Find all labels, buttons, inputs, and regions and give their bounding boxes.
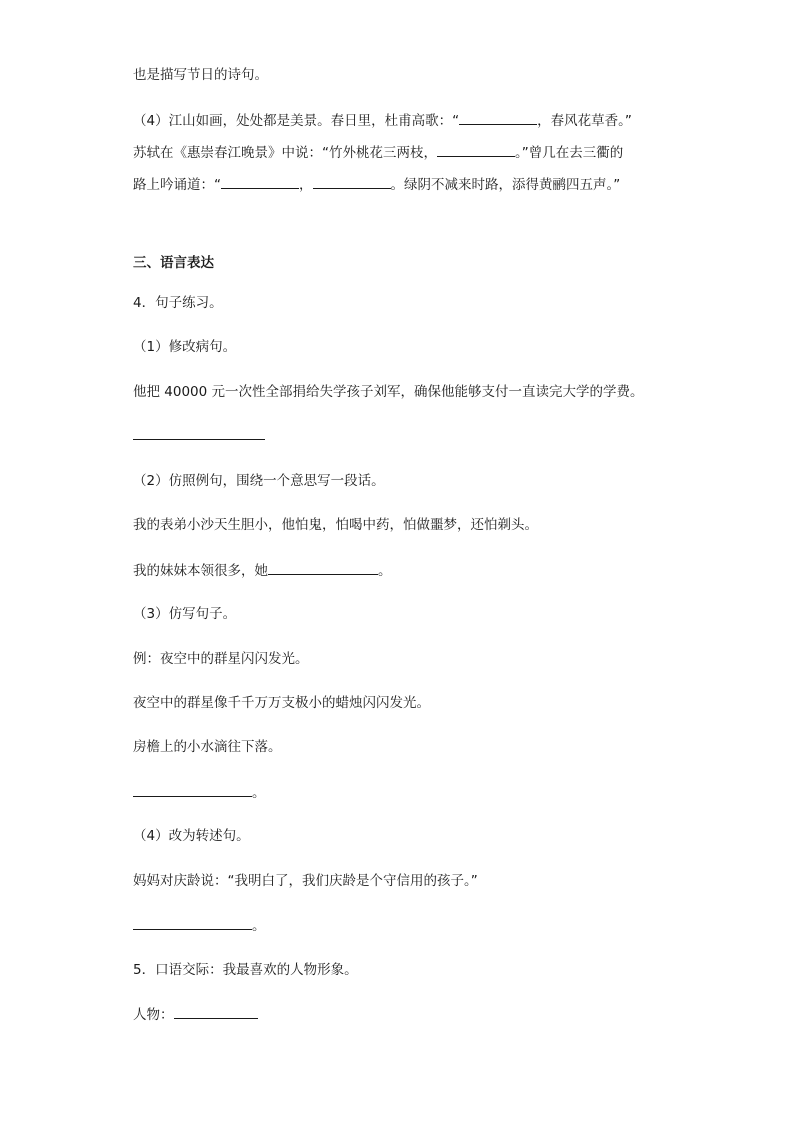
text: 。 — [252, 785, 266, 801]
q4-3-example-result: 夜空中的群星像千千万万支极小的蜡烛闪闪发光。 — [133, 695, 430, 711]
section-title: 三、语言表达 — [133, 255, 214, 271]
text: ， — [299, 177, 313, 193]
text: ，春风花草香。” — [537, 113, 632, 129]
q3-4-line-2 — [133, 143, 623, 162]
answer-blank[interactable] — [174, 1005, 258, 1019]
q5-person-line — [133, 1005, 258, 1024]
answer-blank[interactable] — [133, 426, 265, 440]
text: 也是描写节日的诗句。 — [133, 67, 268, 83]
q4-3-example-label: 例：夜空中的群星闪闪发光。 — [133, 651, 309, 667]
text: 人物： — [133, 1007, 174, 1023]
text: 我的妹妹本领很多，她 — [133, 563, 268, 579]
q4-2-prompt — [133, 561, 392, 580]
question-4-title: 4．句子练习。 — [133, 295, 223, 311]
text: 。”曾几在去三衢的 — [515, 145, 624, 161]
q3-4-line-1 — [133, 111, 632, 130]
q4-4-sentence: 妈妈对庆龄说：“我明白了，我们庆龄是个守信用的孩子。” — [133, 873, 478, 889]
q4-2-example: 我的表弟小沙天生胆小，他怕鬼，怕喝中药，怕做噩梦，还怕剃头。 — [133, 517, 538, 533]
q4-3-instruction: （3）仿写句子。 — [133, 606, 237, 622]
text: 。绿阴不减来时路，添得黄鹂四五声。” — [390, 177, 621, 193]
answer-blank[interactable] — [268, 561, 378, 575]
answer-blank[interactable] — [221, 175, 299, 189]
answer-blank[interactable] — [437, 143, 515, 157]
q4-3-task: 房檐上的小水滴往下落。 — [133, 739, 282, 755]
text: （4）江山如画，处处都是美景。春日里，杜甫高歌：“ — [133, 113, 460, 129]
q4-1-answer-line — [133, 426, 265, 445]
answer-blank[interactable] — [133, 916, 252, 930]
q4-1-sentence: 他把 40000 元一次性全部捐给失学孩子刘军，确保他能够支付一直读完大学的学费。 — [133, 384, 644, 400]
q4-4-instruction: （4）改为转述句。 — [133, 828, 250, 844]
answer-blank[interactable] — [313, 175, 391, 189]
text: 路上吟诵道：“ — [133, 177, 221, 193]
answer-blank[interactable] — [459, 111, 537, 125]
question-5-title: 5．口语交际：我最喜欢的人物形象。 — [133, 962, 358, 978]
text: 苏轼在《惠崇春江晚景》中说：“竹外桃花三两枝， — [133, 145, 437, 161]
poem-continuation-line — [133, 66, 268, 84]
answer-blank[interactable] — [133, 783, 252, 797]
q4-4-answer-line — [133, 916, 266, 935]
q3-4-line-3 — [133, 175, 620, 194]
q4-2-instruction: （2）仿照例句，围绕一个意思写一段话。 — [133, 473, 385, 489]
text: 。 — [378, 563, 392, 579]
q4-1-instruction: （1）修改病句。 — [133, 339, 237, 355]
q4-3-answer-line — [133, 783, 266, 802]
text: 。 — [252, 918, 266, 934]
